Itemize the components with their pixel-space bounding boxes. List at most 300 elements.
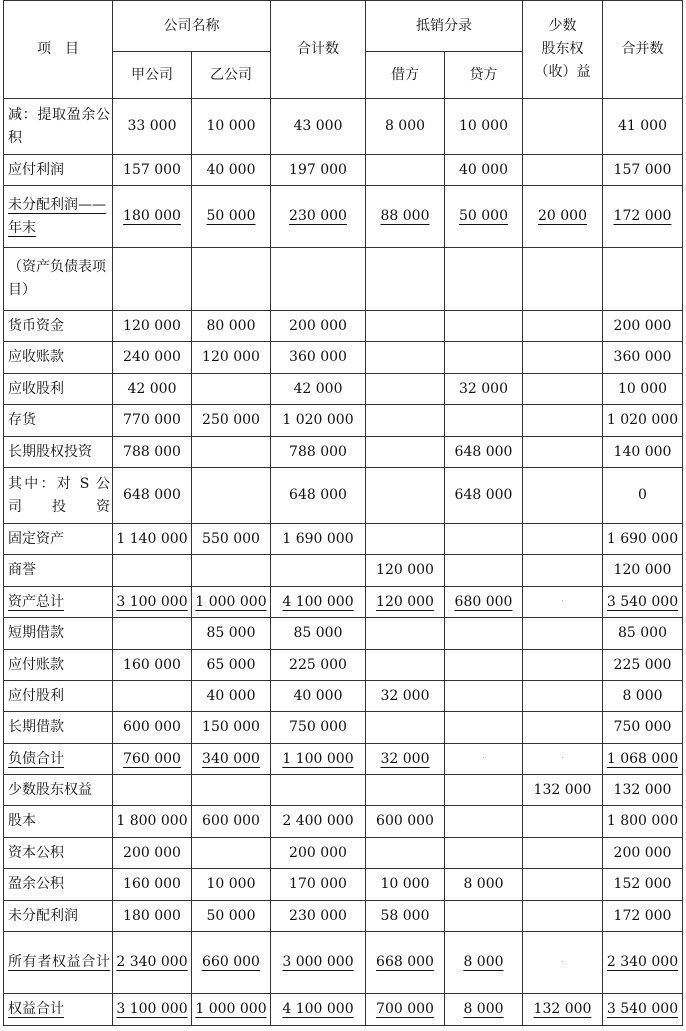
cell-debit bbox=[366, 775, 445, 806]
cell-value: 172 000 bbox=[613, 208, 672, 224]
cell-value: 132 000 bbox=[533, 1001, 592, 1017]
row-label bbox=[4, 932, 113, 994]
cell-value: 157 000 bbox=[123, 161, 181, 178]
header-minority-line: 少数 bbox=[548, 18, 577, 34]
cell-value: 1 068 000 bbox=[606, 750, 679, 767]
cell-credit bbox=[445, 555, 523, 587]
row-label-text: 股本 bbox=[8, 813, 36, 829]
cell-value: 600 000 bbox=[376, 813, 434, 829]
cell-value: 3 540 000 bbox=[606, 593, 679, 610]
cell-value: 40 000 bbox=[206, 161, 256, 178]
cell-credit bbox=[445, 374, 523, 405]
cell-debit bbox=[366, 806, 445, 838]
cell-minority bbox=[523, 901, 603, 932]
cell-b bbox=[192, 155, 271, 186]
row-label-text: 长期股权投资 bbox=[8, 443, 92, 460]
row-label bbox=[4, 555, 113, 587]
cell-debit bbox=[366, 405, 445, 437]
cell-value: 50 000 bbox=[206, 907, 256, 924]
cell-b bbox=[192, 744, 271, 775]
cell-total bbox=[271, 437, 366, 468]
cell-credit bbox=[445, 932, 523, 994]
cell-value: 120 000 bbox=[376, 593, 434, 610]
cell-value: 10 000 bbox=[459, 118, 508, 134]
row-label-text: 应付账款 bbox=[8, 656, 64, 673]
cell-value: 43 000 bbox=[293, 118, 343, 134]
cell-value: 1 020 000 bbox=[282, 412, 354, 428]
cell-credit bbox=[445, 186, 523, 248]
cell-cons bbox=[603, 248, 683, 311]
cell-value: 132 000 bbox=[533, 781, 592, 798]
cell-b bbox=[192, 311, 271, 342]
table-body bbox=[4, 99, 683, 1026]
row-label-text: 存货 bbox=[8, 412, 36, 428]
cell-total bbox=[271, 932, 366, 994]
cell-a bbox=[113, 775, 192, 806]
cell-debit bbox=[366, 374, 445, 405]
dot-mark: · bbox=[561, 598, 564, 605]
cell-credit bbox=[445, 650, 523, 681]
cell-debit bbox=[366, 342, 445, 374]
cell-value: 41 000 bbox=[618, 118, 667, 134]
cell-a bbox=[113, 994, 192, 1026]
cell-total bbox=[271, 248, 366, 311]
cell-a bbox=[113, 681, 192, 712]
cell-b bbox=[192, 712, 271, 744]
cell-b bbox=[192, 437, 271, 468]
cell-total bbox=[271, 524, 366, 555]
cell-value: 750 000 bbox=[289, 719, 347, 735]
cell-value: 180 000 bbox=[123, 208, 181, 224]
cell-b bbox=[192, 932, 271, 994]
cell-cons bbox=[603, 806, 683, 838]
cell-value: 180 000 bbox=[123, 907, 181, 924]
header-consolidated: 合并数 bbox=[603, 1, 683, 99]
cell-debit bbox=[366, 838, 445, 869]
cell-value: 40 000 bbox=[206, 687, 256, 704]
cell-value: 3 100 000 bbox=[116, 593, 188, 610]
cell-cons bbox=[603, 468, 683, 524]
cell-b bbox=[192, 468, 271, 524]
cell-a bbox=[113, 587, 192, 618]
cell-value: 32 000 bbox=[380, 687, 430, 704]
cell-a bbox=[113, 155, 192, 186]
cell-value: 340 000 bbox=[202, 750, 260, 767]
table-row bbox=[4, 99, 683, 155]
header-minority-line: 股东权 bbox=[541, 41, 584, 57]
cell-value: 600 000 bbox=[123, 719, 181, 735]
cell-b bbox=[192, 99, 271, 155]
row-label bbox=[4, 437, 113, 468]
cell-a bbox=[113, 374, 192, 405]
row-label bbox=[4, 901, 113, 932]
cell-cons bbox=[603, 618, 683, 650]
cell-total bbox=[271, 994, 366, 1026]
cell-minority bbox=[523, 468, 603, 524]
cell-total bbox=[271, 618, 366, 650]
cell-total bbox=[271, 468, 366, 524]
table-row bbox=[4, 437, 683, 468]
cell-minority bbox=[523, 775, 603, 806]
cell-value: 42 000 bbox=[127, 380, 177, 397]
cell-b bbox=[192, 587, 271, 618]
cell-total bbox=[271, 681, 366, 712]
cell-debit bbox=[366, 650, 445, 681]
cell-value: 4 100 000 bbox=[282, 1001, 354, 1017]
cell-a bbox=[113, 468, 192, 524]
cell-cons bbox=[603, 901, 683, 932]
table-row bbox=[4, 775, 683, 806]
cell-minority bbox=[523, 618, 603, 650]
cell-value: 8 000 bbox=[622, 687, 663, 704]
cell-total bbox=[271, 99, 366, 155]
cell-b bbox=[192, 650, 271, 681]
cell-total bbox=[271, 838, 366, 869]
row-label-text: 减：提取盈余公积 bbox=[8, 106, 110, 146]
row-label bbox=[4, 99, 113, 155]
cell-value: 85 000 bbox=[293, 625, 343, 641]
cell-cons bbox=[603, 555, 683, 587]
table-row bbox=[4, 806, 683, 838]
row-label-text: 商誉 bbox=[8, 562, 36, 578]
cell-a bbox=[113, 901, 192, 932]
cell-cons bbox=[603, 374, 683, 405]
table-row bbox=[4, 555, 683, 587]
cell-total bbox=[271, 806, 366, 838]
cell-cons bbox=[603, 744, 683, 775]
header-credit: 贷方 bbox=[445, 52, 523, 99]
cell-value: 200 000 bbox=[613, 844, 672, 861]
cell-minority bbox=[523, 650, 603, 681]
cell-cons bbox=[603, 311, 683, 342]
row-label bbox=[4, 838, 113, 869]
cell-credit bbox=[445, 248, 523, 311]
cell-value: 10 000 bbox=[206, 118, 256, 134]
cell-cons bbox=[603, 838, 683, 869]
cell-minority bbox=[523, 712, 603, 744]
row-label bbox=[4, 524, 113, 555]
table-row bbox=[4, 374, 683, 405]
cell-a bbox=[113, 650, 192, 681]
row-label-text: 应收股利 bbox=[8, 380, 64, 397]
cell-value: 360 000 bbox=[289, 349, 347, 365]
cell-value: 750 000 bbox=[613, 719, 672, 735]
cell-value: 0 bbox=[638, 487, 647, 503]
row-label bbox=[4, 775, 113, 806]
cell-cons bbox=[603, 994, 683, 1026]
dot-mark: · bbox=[561, 958, 564, 966]
cell-b bbox=[192, 186, 271, 248]
cell-credit bbox=[445, 342, 523, 374]
row-label bbox=[4, 587, 113, 618]
cell-minority bbox=[523, 869, 603, 901]
cell-credit bbox=[445, 775, 523, 806]
cell-value: 20 000 bbox=[538, 208, 587, 224]
row-label bbox=[4, 405, 113, 437]
cell-minority bbox=[523, 555, 603, 587]
cell-total bbox=[271, 155, 366, 186]
cell-b bbox=[192, 374, 271, 405]
cell-value: 550 000 bbox=[202, 530, 260, 547]
cell-a bbox=[113, 712, 192, 744]
cell-value: 250 000 bbox=[202, 412, 260, 428]
cell-debit bbox=[366, 155, 445, 186]
cell-value: 160 000 bbox=[123, 876, 181, 892]
cell-value: 152 000 bbox=[613, 876, 672, 892]
cell-b bbox=[192, 248, 271, 311]
cell-debit bbox=[366, 744, 445, 775]
cell-value: 648 000 bbox=[289, 487, 347, 503]
cell-cons bbox=[603, 869, 683, 901]
cell-b bbox=[192, 994, 271, 1026]
row-label-text: 长期借款 bbox=[8, 719, 64, 735]
table-row bbox=[4, 248, 683, 311]
cell-value: 200 000 bbox=[289, 844, 347, 861]
cell-value: 788 000 bbox=[289, 443, 347, 460]
row-label-text: 其中：对 S 公司投资 bbox=[8, 475, 110, 515]
cell-b bbox=[192, 901, 271, 932]
cell-a bbox=[113, 838, 192, 869]
cell-value: 600 000 bbox=[202, 813, 260, 829]
table-row bbox=[4, 901, 683, 932]
row-label-text: 固定资产 bbox=[8, 530, 64, 547]
cell-a bbox=[113, 869, 192, 901]
table-row bbox=[4, 838, 683, 869]
cell-debit bbox=[366, 587, 445, 618]
cell-value: 700 000 bbox=[376, 1001, 434, 1017]
cell-a bbox=[113, 555, 192, 587]
cell-value: 648 000 bbox=[123, 487, 181, 503]
cell-total bbox=[271, 901, 366, 932]
cell-value: 8 000 bbox=[463, 1001, 504, 1017]
header-item: 项 目 bbox=[4, 1, 113, 99]
cell-debit bbox=[366, 468, 445, 524]
cell-a bbox=[113, 524, 192, 555]
cell-cons bbox=[603, 587, 683, 618]
cell-value: 150 000 bbox=[202, 719, 260, 735]
cell-minority bbox=[523, 155, 603, 186]
table-row bbox=[4, 932, 683, 994]
cell-credit bbox=[445, 901, 523, 932]
table-row bbox=[4, 994, 683, 1026]
row-label bbox=[4, 681, 113, 712]
cell-value: 42 000 bbox=[293, 380, 343, 397]
cell-minority bbox=[523, 806, 603, 838]
cell-cons bbox=[603, 524, 683, 555]
cell-value: 1 800 000 bbox=[606, 813, 679, 829]
cell-value: 197 000 bbox=[289, 161, 347, 178]
row-label bbox=[4, 994, 113, 1026]
cell-value: 2 340 000 bbox=[606, 954, 679, 970]
cell-value: 4 100 000 bbox=[282, 593, 354, 610]
cell-cons bbox=[603, 932, 683, 994]
cell-value: 660 000 bbox=[202, 954, 260, 970]
cell-debit bbox=[366, 311, 445, 342]
cell-total bbox=[271, 186, 366, 248]
cell-value: 40 000 bbox=[459, 161, 508, 178]
row-label-text: （资产负债表项目） bbox=[8, 259, 106, 298]
cell-debit bbox=[366, 618, 445, 650]
cell-total bbox=[271, 342, 366, 374]
row-label-text: 资产总计 bbox=[8, 593, 64, 610]
cell-minority bbox=[523, 524, 603, 555]
cell-b bbox=[192, 405, 271, 437]
cell-b bbox=[192, 524, 271, 555]
cell-minority bbox=[523, 587, 603, 618]
header-company-a: 甲公司 bbox=[113, 52, 192, 99]
cell-debit bbox=[366, 932, 445, 994]
header-elimination: 抵销分录 bbox=[366, 1, 523, 52]
row-label-text: 短期借款 bbox=[8, 625, 64, 641]
cell-total bbox=[271, 555, 366, 587]
cell-total bbox=[271, 374, 366, 405]
cell-credit bbox=[445, 524, 523, 555]
cell-credit bbox=[445, 468, 523, 524]
table-row bbox=[4, 744, 683, 775]
cell-a bbox=[113, 618, 192, 650]
cell-value: 8 000 bbox=[463, 876, 504, 892]
cell-minority bbox=[523, 932, 603, 994]
cell-cons bbox=[603, 775, 683, 806]
cell-value: 120 000 bbox=[613, 562, 672, 578]
cell-minority bbox=[523, 681, 603, 712]
row-label-text: 所有者权益合计 bbox=[8, 954, 110, 970]
cell-value: 1 690 000 bbox=[606, 530, 679, 547]
cell-value: 80 000 bbox=[206, 317, 256, 334]
row-label bbox=[4, 806, 113, 838]
cell-b bbox=[192, 618, 271, 650]
row-label bbox=[4, 869, 113, 901]
cell-total bbox=[271, 744, 366, 775]
cell-value: 2 400 000 bbox=[282, 813, 354, 829]
table-row bbox=[4, 618, 683, 650]
table-row bbox=[4, 342, 683, 374]
row-label-text: 应付股利 bbox=[8, 687, 64, 704]
cell-value: 140 000 bbox=[613, 443, 672, 460]
cell-value: 85 000 bbox=[618, 625, 667, 641]
cell-value: 200 000 bbox=[289, 317, 347, 334]
row-label bbox=[4, 650, 113, 681]
cell-value: 120 000 bbox=[123, 317, 181, 334]
cell-debit bbox=[366, 186, 445, 248]
cell-minority bbox=[523, 994, 603, 1026]
cell-b bbox=[192, 869, 271, 901]
row-label bbox=[4, 374, 113, 405]
cell-credit bbox=[445, 437, 523, 468]
row-label bbox=[4, 155, 113, 186]
cell-value: 8 000 bbox=[384, 118, 426, 134]
cell-b bbox=[192, 806, 271, 838]
row-label bbox=[4, 468, 113, 524]
row-label-text: 盈余公积 bbox=[8, 876, 64, 892]
cell-cons bbox=[603, 405, 683, 437]
cell-a bbox=[113, 311, 192, 342]
cell-value: 10 000 bbox=[206, 876, 256, 892]
cell-value: 3 000 000 bbox=[282, 954, 354, 970]
table-row bbox=[4, 155, 683, 186]
row-label-text: 应收账款 bbox=[8, 349, 64, 365]
header-minority-line: （收）益 bbox=[534, 64, 591, 80]
cell-value: 132 000 bbox=[613, 781, 672, 798]
cell-total bbox=[271, 775, 366, 806]
cell-minority bbox=[523, 186, 603, 248]
table-row bbox=[4, 712, 683, 744]
cell-cons bbox=[603, 155, 683, 186]
row-label-text: 资本公积 bbox=[8, 844, 64, 861]
table-row bbox=[4, 869, 683, 901]
cell-value: 225 000 bbox=[289, 656, 347, 673]
cell-cons bbox=[603, 681, 683, 712]
cell-a bbox=[113, 248, 192, 311]
row-label bbox=[4, 186, 113, 248]
cell-value: 230 000 bbox=[289, 907, 347, 924]
cell-total bbox=[271, 311, 366, 342]
row-label bbox=[4, 311, 113, 342]
row-label-text: 负债合计 bbox=[8, 750, 64, 767]
cell-minority bbox=[523, 248, 603, 311]
cell-total bbox=[271, 650, 366, 681]
cell-a bbox=[113, 342, 192, 374]
cell-value: 648 000 bbox=[454, 487, 513, 503]
cell-b bbox=[192, 342, 271, 374]
cell-value: 1 000 000 bbox=[195, 1001, 267, 1017]
cell-value: 170 000 bbox=[289, 876, 347, 892]
row-label-text: 应付利润 bbox=[8, 161, 64, 178]
cell-cons bbox=[603, 99, 683, 155]
cell-debit bbox=[366, 681, 445, 712]
cell-a bbox=[113, 806, 192, 838]
cell-value: 58 000 bbox=[380, 907, 430, 924]
cell-a bbox=[113, 405, 192, 437]
row-label bbox=[4, 618, 113, 650]
cell-credit bbox=[445, 744, 523, 775]
table-row bbox=[4, 186, 683, 248]
header-minority bbox=[523, 1, 603, 99]
cell-value: 157 000 bbox=[613, 161, 672, 178]
cell-value: 1 690 000 bbox=[282, 530, 354, 547]
cell-b bbox=[192, 838, 271, 869]
cell-debit bbox=[366, 712, 445, 744]
cell-minority bbox=[523, 437, 603, 468]
cell-minority bbox=[523, 311, 603, 342]
cell-debit bbox=[366, 555, 445, 587]
table-row bbox=[4, 681, 683, 712]
cell-total bbox=[271, 587, 366, 618]
cell-minority bbox=[523, 374, 603, 405]
cell-value: 160 000 bbox=[123, 656, 181, 673]
cell-value: 1 800 000 bbox=[116, 813, 188, 829]
cell-value: 88 000 bbox=[380, 208, 430, 224]
cell-value: 680 000 bbox=[454, 593, 513, 610]
cell-value: 120 000 bbox=[376, 562, 434, 578]
cell-value: 230 000 bbox=[289, 208, 347, 224]
cell-credit bbox=[445, 869, 523, 901]
cell-credit bbox=[445, 155, 523, 186]
cell-value: 10 000 bbox=[618, 380, 667, 397]
cell-value: 8 000 bbox=[463, 954, 504, 970]
header-company-b: 乙公司 bbox=[192, 52, 271, 99]
cell-credit bbox=[445, 994, 523, 1026]
cell-value: 1 100 000 bbox=[282, 750, 354, 767]
cell-b bbox=[192, 775, 271, 806]
cell-cons bbox=[603, 342, 683, 374]
table-row bbox=[4, 468, 683, 524]
cell-value: 3 100 000 bbox=[116, 1001, 188, 1017]
cell-value: 770 000 bbox=[123, 412, 181, 428]
cell-value: 50 000 bbox=[206, 208, 256, 224]
row-label-text: 少数股东权益 bbox=[8, 781, 92, 798]
consolidation-worksheet-table bbox=[3, 0, 683, 1026]
